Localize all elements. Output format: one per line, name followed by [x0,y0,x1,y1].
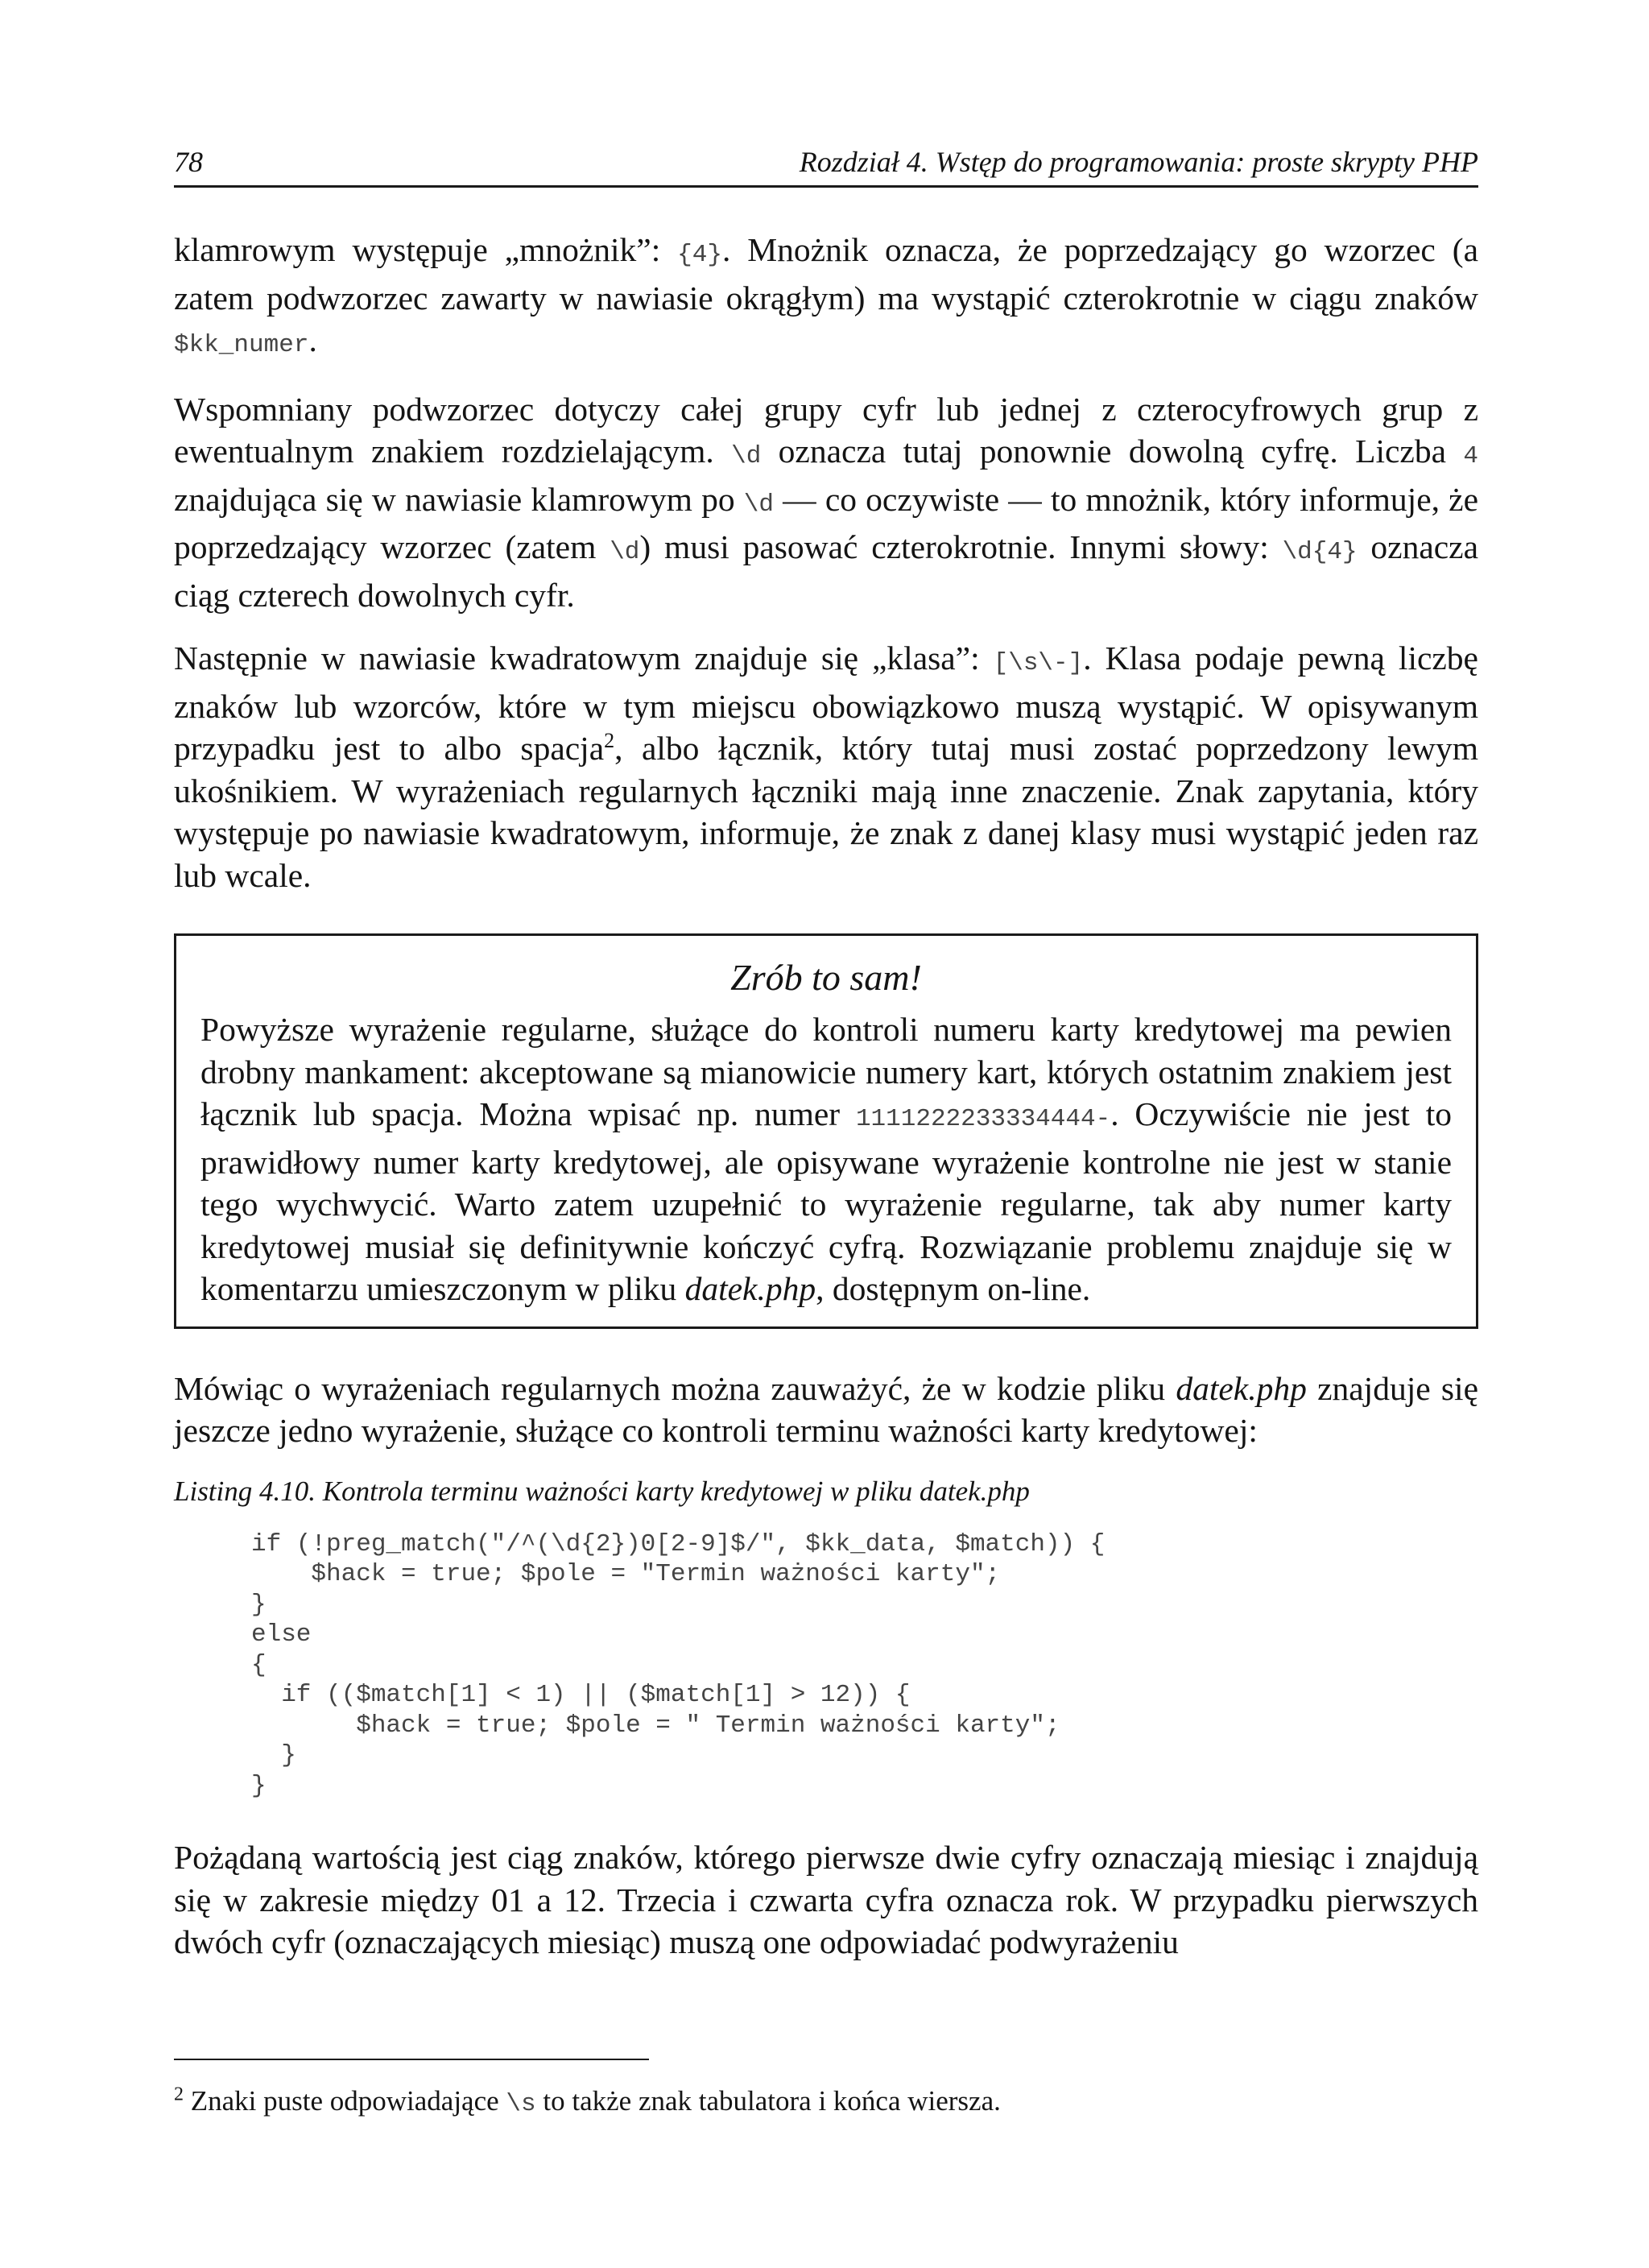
paragraph-4 [174,1368,1478,1452]
text: to także znak tabulatora i końca wiersza. [535,2085,1001,2117]
text: Znaki puste odpowiadające [184,2085,506,2117]
inline-code: 4 [1463,442,1478,470]
text: Następnie w nawiasie kwadratowym znajduje się „klasa”: [174,639,994,677]
text: oznacza tutaj ponownie dowolną cyfrę. Liczba [761,432,1464,470]
text: . [308,321,317,358]
paragraph-1 [174,229,1478,367]
box-title: Zrób to sam! [730,957,922,998]
inline-code: [\s\-] [993,649,1084,677]
text: — co oczywiste — to mnożnik, który informuje, że poprzedzający wzorzec (zatem [174,480,1478,565]
book-page [174,0,1478,2268]
inline-code: \d [743,490,774,519]
code-listing: if (!preg_match("/^(\d{2})0[2-9]$/", $kk_data, $match)) { $hack = true; $pole = "Termin ważności karty"; } else { if (($match[1] < 1) || ($match[1] > 12)) { $hack = true; $pole = " Termin ważności karty"; } } [251,1529,1106,1800]
text: Powyższe wyrażenie regularne, służące do kontroli numeru karty kredytowej ma pewien drobny mankament: akceptowane są mianowicie numery kart, których ostatnim znakiem jest łącznik lub spacja. Można wpisać np. numer [200,1011,1452,1132]
text: znajdująca się w nawiasie klamrowym po [174,480,744,518]
exercise-box [174,933,1478,1329]
running-header [174,142,1478,188]
inline-code: 1111222233334444- [855,1105,1111,1133]
box-text [200,1008,1452,1310]
inline-code: {4} [677,241,722,269]
text: Mówiąc o wyrażeniach regularnych można zauważyć, że w kodzie pliku [174,1369,1176,1407]
text: klamrowym występuje „mnożnik”: [174,231,678,268]
chapter-title: Rozdział 4. Wstęp do programowania: proste skrypty PHP [799,146,1478,178]
file-name: datek.php [684,1270,816,1307]
text: . Mnożnik oznacza, że poprzedzający go wzorzec (a zatem podwzorzec zawarty w nawiasie okrągłym) ma wystąpić czterokrotnie w ciągu znaków [174,231,1478,317]
page-number: 78 [174,146,203,178]
text: znajduje się jeszcze jedno wyrażenie, służące co kontroli terminu ważności karty kredytowej: [174,1369,1479,1449]
footnote [174,2083,1478,2123]
footnote-ref[interactable]: 2 [604,729,615,753]
page-body [174,229,1478,1984]
text: oznacza ciąg czterech dowolnych cyfr. [174,528,1478,614]
inline-code: $kk_numer [174,331,309,359]
footnote-rule [174,2059,649,2060]
paragraph-3 [174,637,1478,896]
footnote-number: 2 [174,2084,184,2105]
inline-code: \d{4} [1282,538,1358,566]
file-name: datek.php [1176,1369,1307,1407]
listing-caption: Listing 4.10. Kontrola terminu ważności karty kredytowej w pliku datek.php [174,1475,1030,1507]
text: ) musi pasować czterokrotnie. Innymi słowy: [639,528,1283,565]
text: , albo łącznik, który tutaj musi zostać poprzedzony lewym ukośnikiem. W wyrażeniach regularnych łączniki mają inne znaczenie. Znak zapytania, który występuje po nawiasie kwadratowym, informuje, że znak z danej klasy musi wystąpić jeden raz lub wcale. [174,730,1478,894]
text: . Klasa podaje pewną liczbę znaków lub wzorców, które w tym miejscu obowiązkowo muszą wystąpić. W opisywanym przypadku jest to albo spacja [174,639,1478,767]
inline-code: \d [731,442,762,470]
inline-code: \d [610,538,640,566]
paragraph-2 [174,388,1478,617]
text: Wspomniany podwzorzec dotyczy całej grupy cyfr lub jednej z czterocyfrowych grup z ewentualnym znakiem rozdzielającym. [174,390,1478,470]
inline-code: \s [506,2090,536,2118]
paragraph-5: Pożądaną wartością jest ciąg znaków, którego pierwsze dwie cyfry oznaczają miesiąc i znajdują się w zakresie między 01 a 12. Trzecia i czwarta cyfra oznacza rok. W przypadku pierwszych dwóch cyfr (oznaczających miesiąc) muszą one odpowiadać podwyrażeniu [174,1839,1478,1960]
text: . Oczywiście nie jest to prawidłowy numer karty kredytowej, ale opisywane wyrażenie kontrolne nie jest w stanie tego wychwycić. Warto zatem uzupełnić to wyrażenie regularne, tak aby numer karty kredytowej musiał się definitywnie kończyć cyfrą. Rozwiązanie problemu znajduje się w komentarzu umieszczonym w pliku [200,1095,1452,1307]
text: , dostępnym on-line. [816,1270,1091,1307]
